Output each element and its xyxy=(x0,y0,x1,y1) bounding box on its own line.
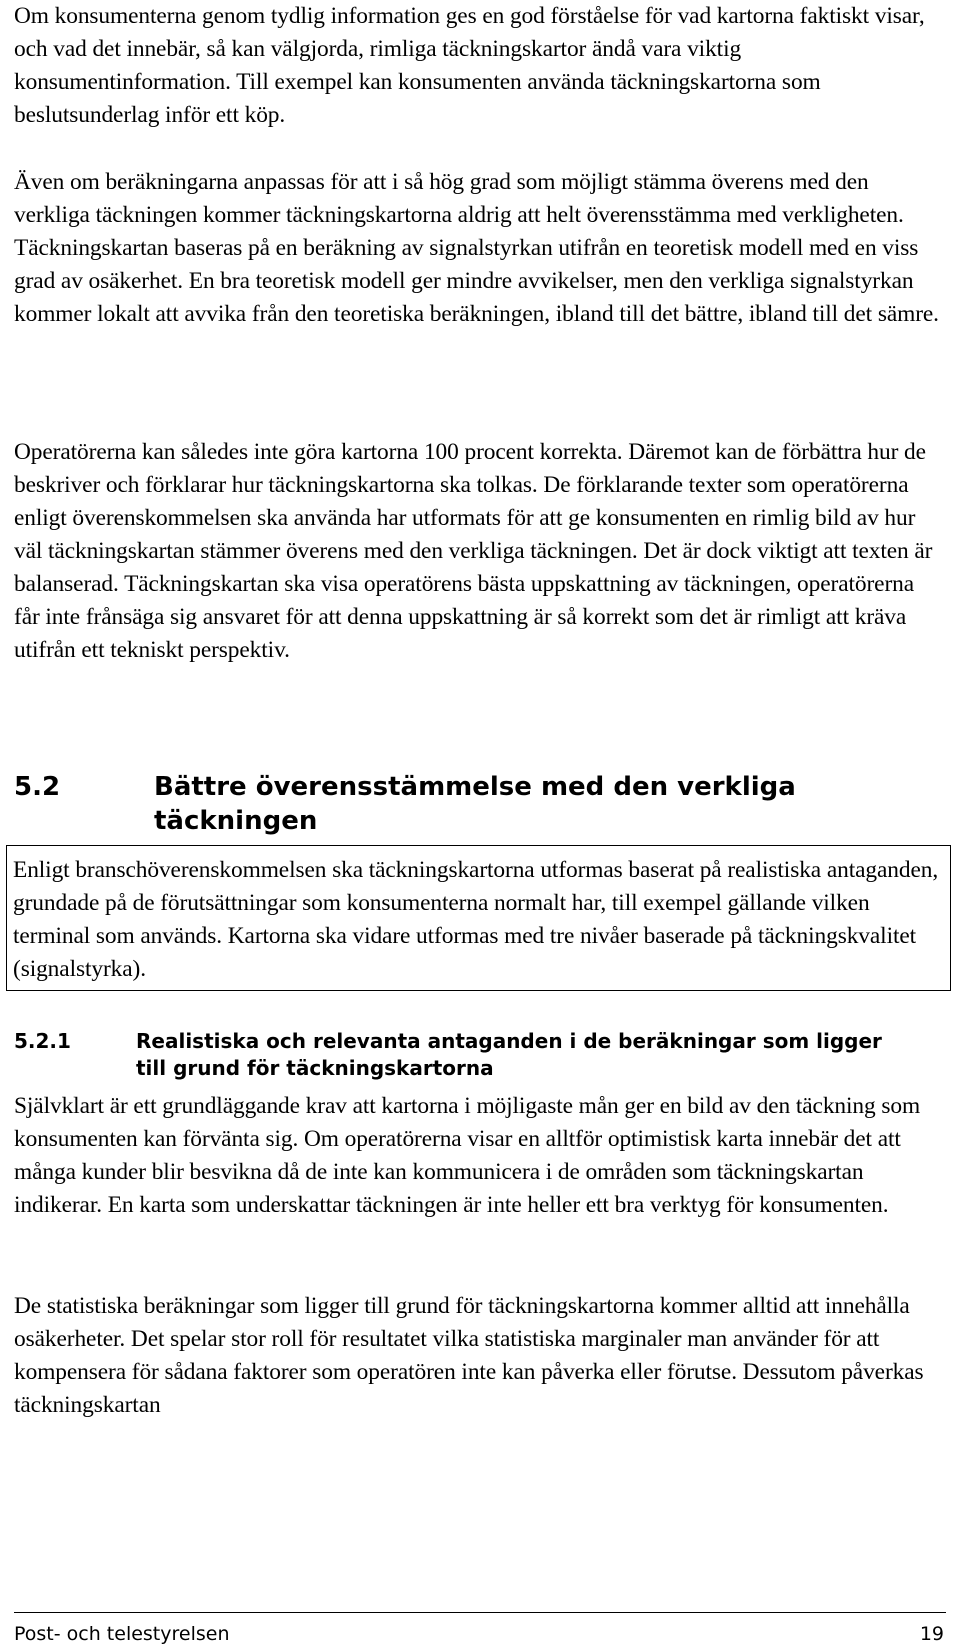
intro-paragraph: Om konsumenterna genom tydlig information ges en god förståelse för vad kartorna faktiskt visar, och vad det innebär, så kan välgjorda, rimliga täckningskartor ändå vara viktig konsumentinformation. Till exempel kan konsumenten använda täckningskartorna som beslutsunderlag inför ett köp. xyxy=(14,3,925,128)
operators-paragraph: Operatörerna kan således inte göra kartorna 100 procent korrekta. Däremot kan de förbättra hur de beskriver och förklarar hur täckningskartorna ska tolkas. De förklarande texter som operatörerna enligt överenskommelsen ska använda har utformats för att ge konsumenten en rimlig bild av hur väl täckningskartan stämmer överens med den verkliga täckningen. Det är dock viktigt att texten är balanserad. Täckningskartan ska visa operatörens bästa uppskattning av täckningen, operatörerna får inte frånsäga sig ansvaret för att denna uppskattning är så korrekt som det är rimligt att kräva utifrån ett tekniskt perspektiv. xyxy=(14,439,933,663)
section-title: Bättre överensstämmelse med den verkliga täckningen xyxy=(154,772,796,836)
calculations-paragraph: Även om beräkningarna anpassas för att i så hög grad som möjligt stämma överens med den verkliga täckningen kommer täckningskartorna aldrig att helt överensstämma med verkligheten. Täckningskartan baseras på en beräkning av signalstyrkan utifrån en teoretisk modell med en viss grad av osäkerhet. En bra teoretisk modell ger mindre avvikelser, men den verkliga signalstyrkan kommer lokalt att avvika från den teoretiska beräkningen, ibland till det bättre, ibland till det sämre. xyxy=(14,169,939,327)
subsection-number: 5.2.1 xyxy=(14,1029,71,1053)
section-number: 5.2 xyxy=(14,772,61,802)
subsection-title: Realistiska och relevanta antaganden i de beräkningar som ligger till grund för täckningskartorna xyxy=(136,1029,882,1080)
page-number: 19 xyxy=(919,1623,944,1645)
footer-organization: Post- och telestyrelsen xyxy=(14,1623,230,1645)
statistical-calculations-paragraph: De statistiska beräkningar som ligger till grund för täckningskartorna kommer alltid att innehålla osäkerheter. Det spelar stor roll för resultatet vilka statistiska marginaler man använder för att kompensera för sådana faktorer som operatören inte kan påverka eller förutse. Dessutom påverkas täckningskartan xyxy=(14,1293,924,1418)
agreement-box xyxy=(6,845,951,991)
document-page xyxy=(14,0,944,1650)
footer-divider xyxy=(14,1612,946,1613)
agreement-box-text: Enligt branschöverenskommelsen ska täckningskartorna utformas baserat på realistiska antaganden, grundade på de förutsättningar som konsumenterna normalt har, till exempel gällande vilken terminal som används. Kartorna ska vidare utformas med tre nivåer baserade på täckningskvalitet (signalstyrka). xyxy=(13,857,939,982)
realistic-assumptions-paragraph: Självklart är ett grundläggande krav att kartorna i möjligaste mån ger en bild av den täckning som konsumenten kan förvänta sig. Om operatörerna visar en alltför optimistisk karta innebär det att många kunder blir besvikna då de inte kan kommunicera i de områden som täckningskartan indikerar. En karta som underskattar täckningen är inte heller ett bra verktyg för konsumenten. xyxy=(14,1093,921,1218)
